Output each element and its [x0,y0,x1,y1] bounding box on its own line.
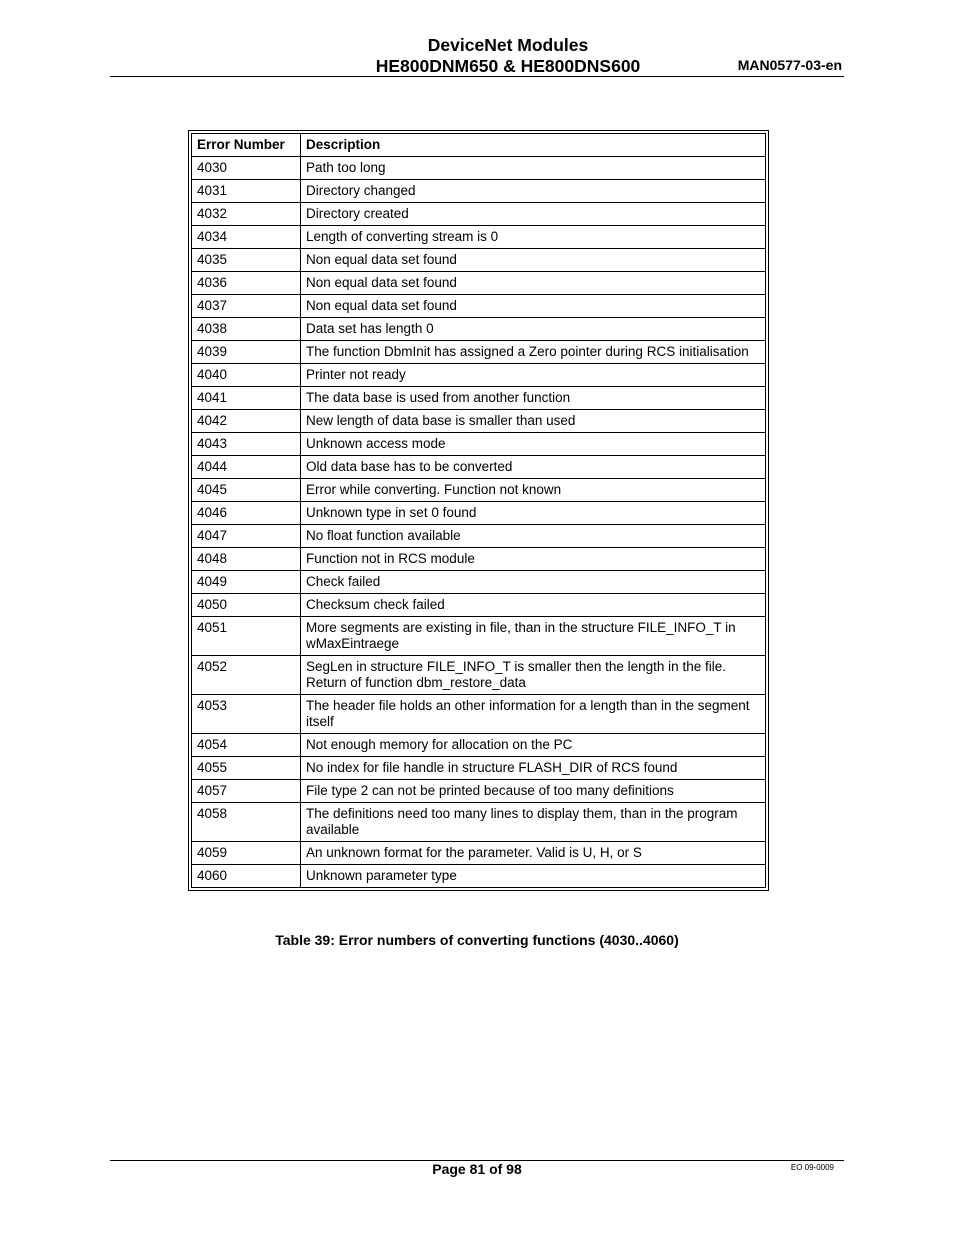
footer-code: EO 09-0009 [790,1163,834,1172]
description-cell: No index for file handle in structure FLASH_DIR of RCS found [301,757,766,780]
description-cell: Non equal data set found [301,272,766,295]
error-number-cell: 4043 [192,433,301,456]
table-row [192,757,766,780]
error-number-cell: 4058 [192,803,301,842]
error-number-cell: 4050 [192,594,301,617]
table-row [192,410,766,433]
table-row [192,433,766,456]
table-caption: Table 39: Error numbers of converting functions (4030..4060) [275,932,679,948]
description-cell: Error while converting. Function not known [301,479,766,502]
error-number-cell: 4042 [192,410,301,433]
table-row [192,734,766,757]
header-title-line2: HE800DNM650 & HE800DNS600 [375,56,641,76]
description-cell: SegLen in structure FILE_INFO_T is smaller then the length in the file. Return of function dbm_restore_data [301,656,766,695]
error-table-frame [188,130,769,891]
table-header-row [192,134,766,157]
error-number-cell: 4045 [192,479,301,502]
description-cell: Printer not ready [301,364,766,387]
error-number-cell: 4059 [192,842,301,865]
table-row [192,249,766,272]
description-cell: Directory created [301,203,766,226]
table-row [192,571,766,594]
description-cell: Old data base has to be converted [301,456,766,479]
description-cell: Checksum check failed [301,594,766,617]
column-header-description: Description [301,134,766,157]
description-cell: No float function available [301,525,766,548]
description-cell: Unknown parameter type [301,865,766,888]
table-row [192,364,766,387]
description-cell: Non equal data set found [301,295,766,318]
error-number-cell: 4052 [192,656,301,695]
description-cell: Directory changed [301,180,766,203]
description-cell: The definitions need too many lines to display them, than in the program available [301,803,766,842]
error-number-cell: 4048 [192,548,301,571]
error-number-cell: 4053 [192,695,301,734]
description-cell: Data set has length 0 [301,318,766,341]
error-number-cell: 4039 [192,341,301,364]
error-number-cell: 4051 [192,617,301,656]
description-cell: Not enough memory for allocation on the PC [301,734,766,757]
error-number-cell: 4049 [192,571,301,594]
error-number-cell: 4046 [192,502,301,525]
error-number-cell: 4030 [192,157,301,180]
table-row [192,594,766,617]
error-number-cell: 4055 [192,757,301,780]
description-cell: Length of converting stream is 0 [301,226,766,249]
error-number-cell: 4031 [192,180,301,203]
description-cell: File type 2 can not be printed because of too many definitions [301,780,766,803]
error-number-cell: 4057 [192,780,301,803]
error-number-cell: 4032 [192,203,301,226]
table-body [192,157,766,888]
table-row [192,226,766,249]
error-number-cell: 4034 [192,226,301,249]
error-number-cell: 4047 [192,525,301,548]
error-table [191,133,766,888]
table-row [192,272,766,295]
header-title [340,35,676,77]
table-row [192,656,766,695]
document-number: MAN0577-03-en [737,57,842,73]
table-row [192,203,766,226]
table-row [192,341,766,364]
table-row [192,803,766,842]
table-row [192,387,766,410]
error-number-cell: 4060 [192,865,301,888]
description-cell: New length of data base is smaller than used [301,410,766,433]
description-cell: Function not in RCS module [301,548,766,571]
table-row [192,456,766,479]
table-row [192,180,766,203]
description-cell: Check failed [301,571,766,594]
description-cell: Path too long [301,157,766,180]
table-row [192,617,766,656]
error-number-cell: 4038 [192,318,301,341]
description-cell: Non equal data set found [301,249,766,272]
error-number-cell: 4044 [192,456,301,479]
page-number: Page 81 of 98 [432,1161,522,1177]
table-row [192,479,766,502]
description-cell: The header file holds an other information for a length than in the segment itself [301,695,766,734]
header-rule [110,76,844,77]
table-row [192,525,766,548]
column-header-error-number: Error Number [192,134,301,157]
error-number-cell: 4035 [192,249,301,272]
description-cell: An unknown format for the parameter. Valid is U, H, or S [301,842,766,865]
error-number-cell: 4054 [192,734,301,757]
table-row [192,295,766,318]
description-cell: The data base is used from another function [301,387,766,410]
table-row [192,157,766,180]
error-number-cell: 4040 [192,364,301,387]
description-cell: Unknown type in set 0 found [301,502,766,525]
table-row [192,318,766,341]
error-number-cell: 4036 [192,272,301,295]
table-row [192,695,766,734]
description-cell: The function DbmInit has assigned a Zero pointer during RCS initialisation [301,341,766,364]
description-cell: More segments are existing in file, than in the structure FILE_INFO_T in wMaxEintraege [301,617,766,656]
table-row [192,780,766,803]
table-row [192,865,766,888]
table-row [192,842,766,865]
error-number-cell: 4041 [192,387,301,410]
description-cell: Unknown access mode [301,433,766,456]
error-number-cell: 4037 [192,295,301,318]
header-title-line1: DeviceNet Modules [427,35,589,55]
table-row [192,502,766,525]
table-row [192,548,766,571]
